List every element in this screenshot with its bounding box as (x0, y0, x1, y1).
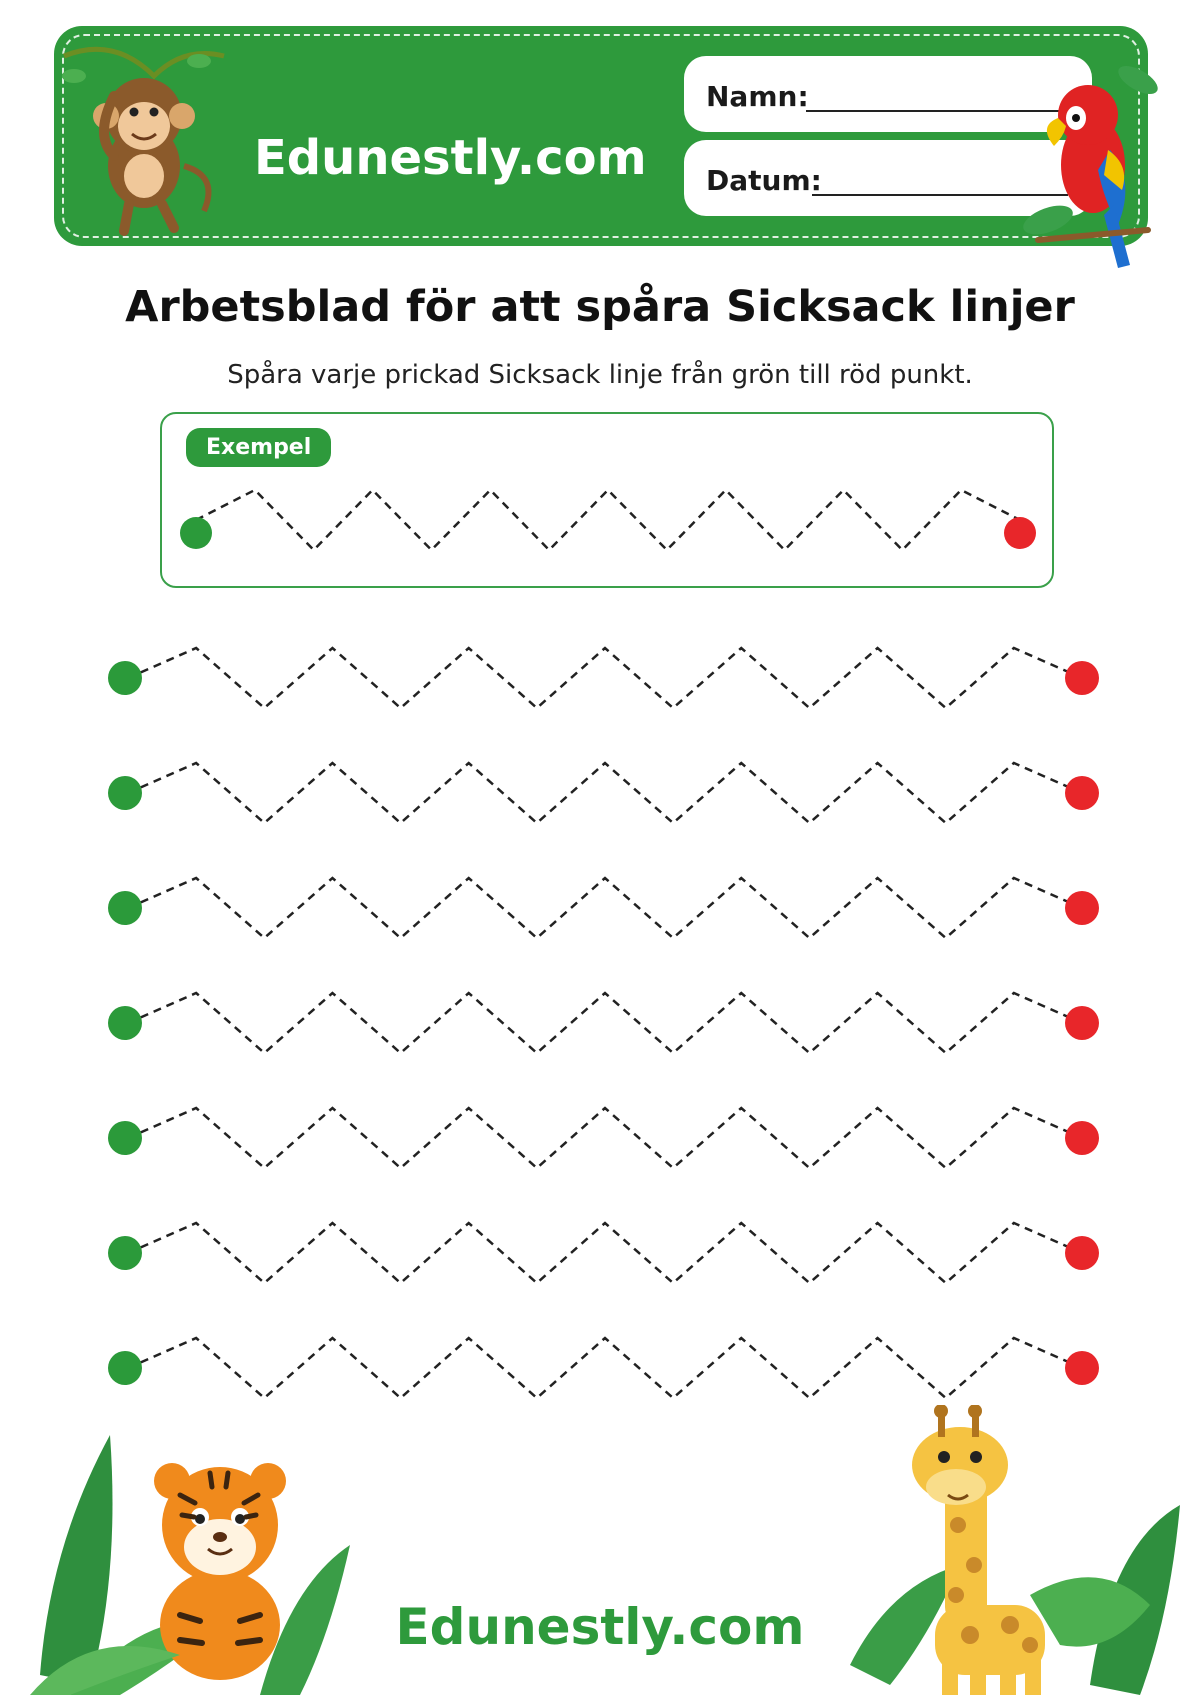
start-dot-5 (108, 1121, 142, 1155)
practice-zigzag-3-path[interactable] (128, 878, 1082, 938)
page-title: Arbetsblad för att spåra Sicksack linjer (125, 282, 1075, 332)
end-dot-4 (1065, 1006, 1099, 1040)
practice-zigzag-6-path[interactable] (128, 1223, 1082, 1283)
practice-zigzag-2-path[interactable] (128, 763, 1082, 823)
end-dot-1 (1065, 661, 1099, 695)
end-dot-3 (1065, 891, 1099, 925)
start-dot-1 (108, 661, 142, 695)
practice-zigzag-1-path[interactable] (128, 648, 1082, 708)
practice-zigzag-7-path[interactable] (128, 1338, 1082, 1398)
example-start-dot (180, 517, 212, 549)
date-label: Datum: (706, 164, 822, 197)
name-label: Namn: (706, 80, 809, 113)
end-dot-5 (1065, 1121, 1099, 1155)
example-zigzag-path[interactable] (196, 490, 1020, 550)
footer-brand: Edunestly.com (395, 1598, 805, 1656)
example-end-dot (1004, 517, 1036, 549)
start-dot-3 (108, 891, 142, 925)
start-dot-6 (108, 1236, 142, 1270)
end-dot-2 (1065, 776, 1099, 810)
end-dot-6 (1065, 1236, 1099, 1270)
practice-zigzag-5-path[interactable] (128, 1108, 1082, 1168)
practice-zigzag-4-path[interactable] (128, 993, 1082, 1053)
start-dot-4 (108, 1006, 142, 1040)
example-badge: Exempel (186, 428, 331, 467)
start-dot-7 (108, 1351, 142, 1385)
page-subtitle: Spåra varje prickad Sicksack linje från grön till röd punkt. (227, 360, 973, 390)
start-dot-2 (108, 776, 142, 810)
header-brand: Edunestly.com (254, 130, 647, 186)
end-dot-7 (1065, 1351, 1099, 1385)
